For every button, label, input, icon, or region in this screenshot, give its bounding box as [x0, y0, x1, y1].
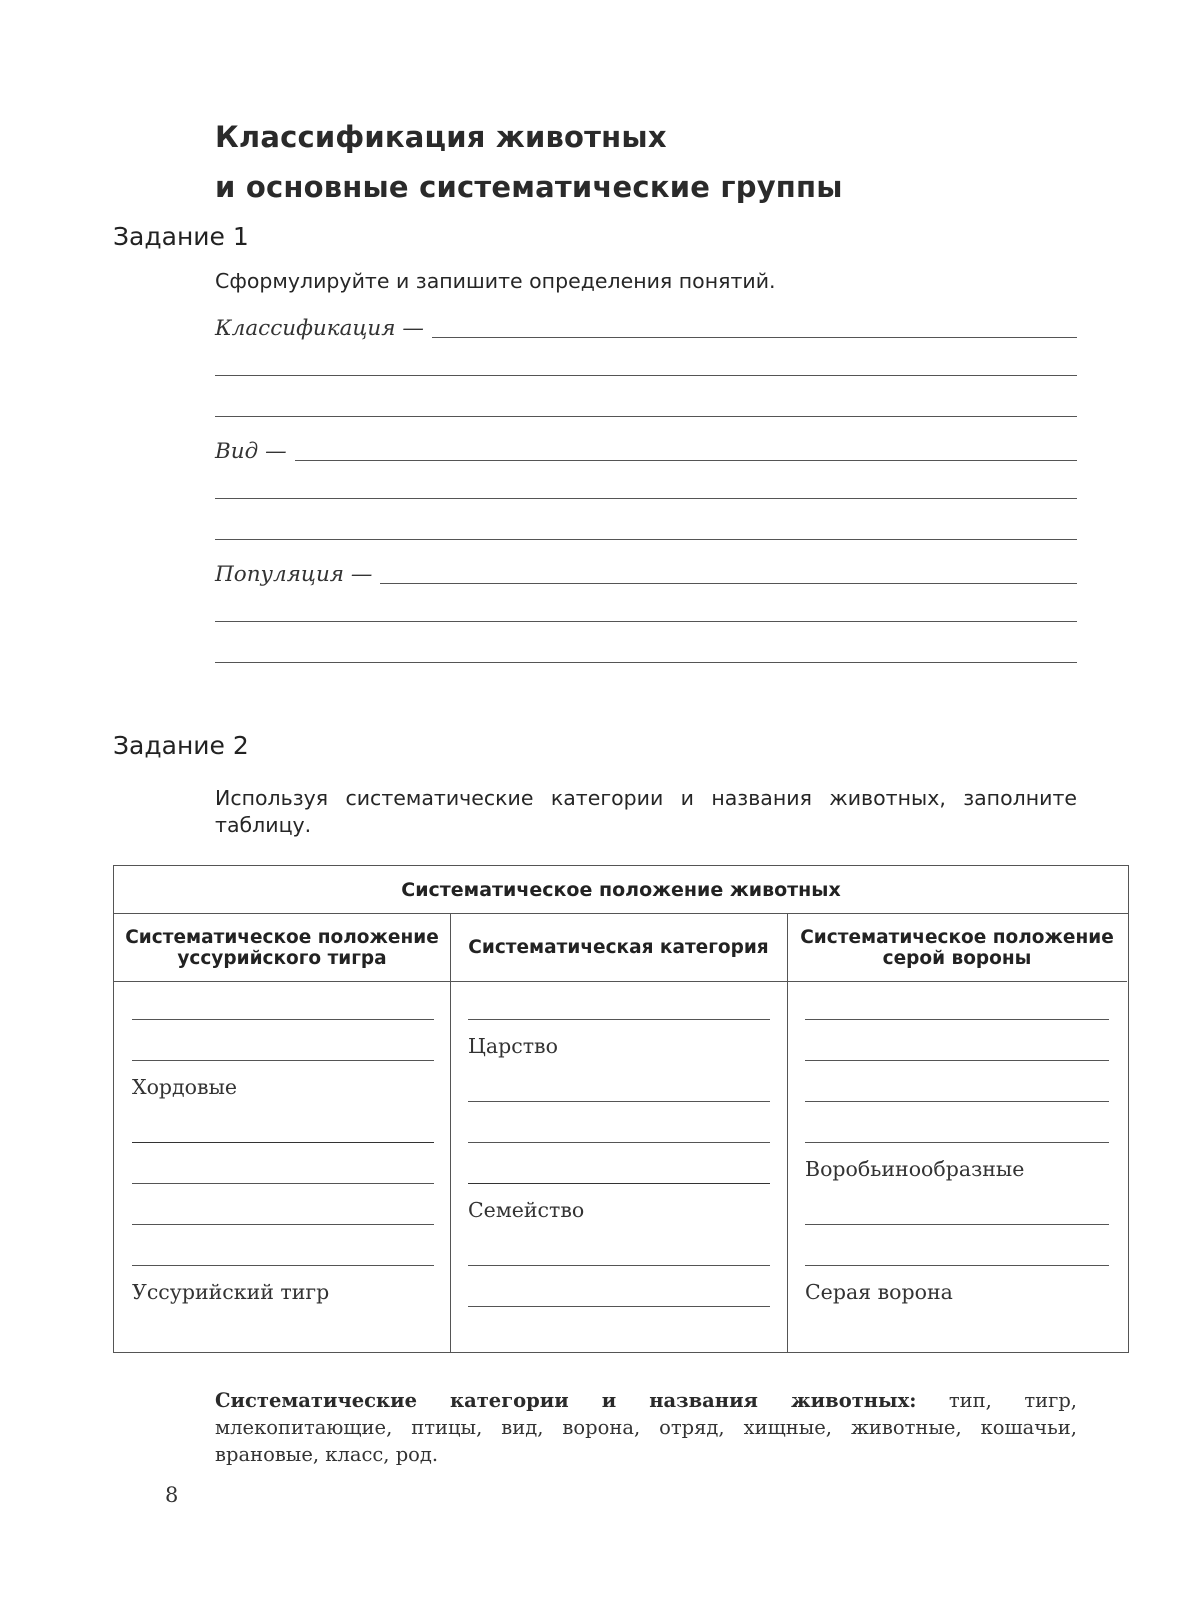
table-answer-line[interactable]	[805, 1101, 1109, 1102]
task-2-heading: Задание 2	[113, 731, 249, 760]
definition-term: Вид —	[215, 439, 287, 464]
table-answer-line[interactable]	[805, 1019, 1109, 1020]
table-answer-line[interactable]	[805, 1142, 1109, 1143]
column-divider	[450, 914, 451, 1352]
answer-line[interactable]	[215, 498, 1077, 499]
table-cell-text: Воробьинообразные	[805, 1157, 1025, 1181]
definition-term: Популяция —	[215, 562, 373, 587]
column-header-category: Систематическая категория	[450, 914, 787, 982]
table-cell-text: Семейство	[468, 1198, 585, 1222]
definition-row-species[interactable]	[215, 435, 1077, 465]
page-number: 8	[165, 1483, 179, 1507]
task-2-instruction: Используя систематические категории и названия животных, заполните таблицу.	[215, 786, 1077, 837]
table-cell-text: Серая ворона	[805, 1280, 953, 1304]
table-answer-line[interactable]	[132, 1060, 434, 1061]
table-answer-line[interactable]	[132, 1019, 434, 1020]
table-answer-line[interactable]	[132, 1265, 434, 1266]
table-answer-line[interactable]	[805, 1265, 1109, 1266]
page-title	[215, 112, 843, 212]
table-answer-line[interactable]	[132, 1142, 434, 1143]
table-answer-line[interactable]	[132, 1183, 434, 1184]
table-cell-text: Уссурийский тигр	[132, 1280, 330, 1304]
answer-line[interactable]	[432, 337, 1077, 338]
classification-table	[113, 865, 1129, 1353]
answer-line[interactable]	[215, 662, 1077, 663]
table-cell-text: Хордовые	[132, 1075, 238, 1099]
definition-row-population[interactable]	[215, 558, 1077, 588]
answer-line[interactable]	[215, 416, 1077, 417]
table-answer-line[interactable]	[468, 1101, 770, 1102]
table-answer-line[interactable]	[468, 1306, 770, 1307]
table-answer-line[interactable]	[132, 1224, 434, 1225]
table-answer-line[interactable]	[468, 1183, 770, 1184]
table-answer-line[interactable]	[805, 1224, 1109, 1225]
table-answer-line[interactable]	[468, 1142, 770, 1143]
column-header-tiger: Систематическое положение уссурийского тигра	[114, 914, 450, 982]
table-answer-line[interactable]	[805, 1060, 1109, 1061]
table-cell-text: Царство	[468, 1034, 558, 1058]
task-1-instruction: Сформулируйте и запишите определения понятий.	[215, 269, 776, 293]
column-header-crow: Систематическое положение серой вороны	[787, 914, 1127, 982]
definition-row-classification[interactable]	[215, 312, 1077, 342]
table-answer-line[interactable]	[468, 1019, 770, 1020]
footnote-text: тип, тигр, млекопитающие, птицы, вид, ворона, отряд, хищные, животные, кошачьи, врановые, класс, род.	[215, 1389, 1077, 1466]
table-answer-line[interactable]	[468, 1265, 770, 1266]
answer-line[interactable]	[295, 460, 1077, 461]
footnote-label: Систематические категории и названия животных:	[215, 1389, 917, 1412]
page-title-line-1: Классификация животных	[215, 120, 667, 154]
answer-line[interactable]	[215, 539, 1077, 540]
table-title: Систематическое положение животных	[114, 866, 1128, 914]
page-title-line-2: и основные систематические группы	[215, 170, 843, 204]
task-1-heading: Задание 1	[113, 222, 249, 251]
footnote	[215, 1387, 1077, 1468]
answer-line[interactable]	[215, 375, 1077, 376]
answer-line[interactable]	[215, 621, 1077, 622]
answer-line[interactable]	[380, 583, 1077, 584]
definition-term: Классификация —	[215, 316, 424, 341]
column-divider	[787, 914, 788, 1352]
